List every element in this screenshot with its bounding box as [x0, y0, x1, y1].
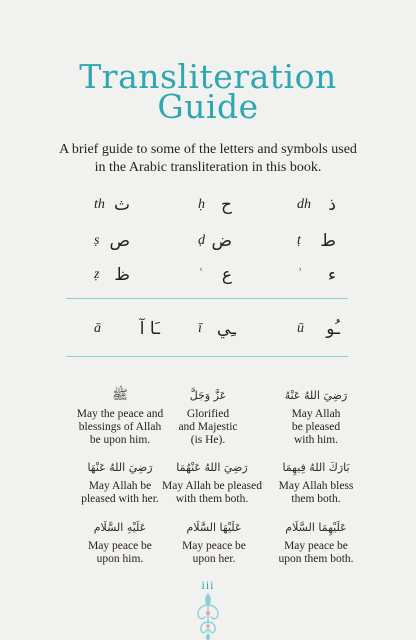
letter-transliteration: ṭ — [297, 233, 301, 248]
honorific-line: upon him. — [96, 553, 144, 565]
letter-transliteration: dh — [297, 197, 311, 212]
honorific-line: May peace be — [88, 540, 152, 552]
honorific-seal: عَلَيْهَا السَّلَام — [186, 521, 242, 534]
letter-arabic: ث — [113, 195, 130, 215]
honorific-line: pleased with her. — [81, 493, 159, 505]
letters-row-3 — [0, 264, 416, 286]
honorific-line: Glorified — [186, 408, 230, 420]
letter-arabic: ع — [221, 265, 232, 285]
honorific-radiya-anhu — [256, 386, 376, 447]
vowel-arabic: ـِي — [216, 319, 236, 339]
divider-bottom — [66, 356, 348, 357]
letter-arabic: ذ — [328, 195, 336, 215]
honorific-seal: عَلَيْهِ السَّلَام — [93, 521, 147, 534]
page-number: iii — [201, 578, 215, 592]
honorific-seal: ﷺ — [112, 388, 128, 403]
vowel-transliteration: ī — [198, 321, 202, 336]
letter-transliteration: ʿ — [198, 267, 203, 282]
honorific-seal: بَارَكَ اللهُ فِيهِمَا — [282, 461, 350, 474]
vowel-arabic: ـُو — [326, 319, 340, 339]
honorific-radiya-anhuma — [152, 458, 272, 506]
honorific-line: May peace be — [182, 540, 246, 552]
letter-transliteration: ʾ — [297, 267, 302, 282]
honorific-seal: رَضِيَ اللهُ عَنْهُ — [284, 389, 348, 402]
honorific-baraka-fihima — [256, 458, 376, 506]
honorific-line: May peace be — [284, 540, 348, 552]
letter-transliteration: ḥ — [198, 197, 205, 212]
vowel-transliteration: ū — [297, 321, 304, 336]
vowel-arabic: ـَا آ — [139, 319, 160, 339]
honorific-azza-wa-jall — [148, 386, 268, 447]
honorific-line: upon them both. — [278, 553, 354, 565]
honorific-line: with him. — [293, 434, 339, 446]
honorific-line: May Allah — [291, 408, 341, 420]
divider-top — [66, 298, 348, 299]
letter-transliteration: ṣ — [94, 233, 100, 248]
honorific-line: (is He). — [190, 434, 226, 446]
letter-transliteration: ẓ — [94, 267, 100, 282]
letter-arabic: ط — [320, 231, 336, 251]
honorific-line: be pleased — [291, 421, 341, 433]
honorific-line: May Allah bless — [278, 480, 354, 492]
honorific-line: upon her. — [192, 553, 236, 565]
letter-arabic: ء — [328, 265, 336, 285]
letter-transliteration: ḍ — [198, 233, 205, 248]
honorific-line: them both. — [291, 493, 341, 505]
honorific-line: May the peace and — [76, 408, 164, 420]
page-title-line-2: Guide — [157, 87, 259, 126]
honorific-line: be upon him. — [89, 434, 151, 446]
letter-transliteration: th — [94, 197, 105, 212]
letters-row-1 — [0, 194, 416, 216]
honorific-seal: رَضِيَ اللهُ عَنْهَا — [87, 461, 153, 474]
honorific-line: May Allah be pleased — [162, 480, 262, 492]
honorific-seal: رَضِيَ اللهُ عَنْهُمَا — [176, 461, 248, 474]
letter-arabic: ظ — [114, 265, 130, 285]
intro-line-2: in the Arabic transliteration in this book. — [94, 160, 322, 175]
honorific-seal: عَلَيْهِمَا السَّلَام — [285, 521, 347, 534]
intro-paragraph — [40, 141, 376, 177]
letter-arabic: ح — [221, 195, 232, 215]
floral-ornament-icon — [193, 592, 223, 640]
honorific-alayhima-salam — [256, 518, 376, 566]
honorific-seal: عَزَّ وَجَلَّ — [189, 389, 227, 402]
honorific-line: May Allah be — [88, 480, 152, 492]
honorific-line: blessings of Allah — [78, 421, 162, 433]
vowels-row — [0, 318, 416, 340]
vowel-transliteration: ā — [94, 321, 101, 336]
honorific-line: and Majestic — [178, 421, 238, 433]
intro-line-1: A brief guide to some of the letters and symbols used — [59, 142, 357, 157]
letters-row-2 — [0, 230, 416, 252]
letter-arabic: ض — [211, 231, 232, 251]
page-title-line-1: Transliteration — [79, 57, 337, 96]
letter-arabic: ص — [109, 231, 130, 251]
honorific-line: with them both. — [175, 493, 249, 505]
